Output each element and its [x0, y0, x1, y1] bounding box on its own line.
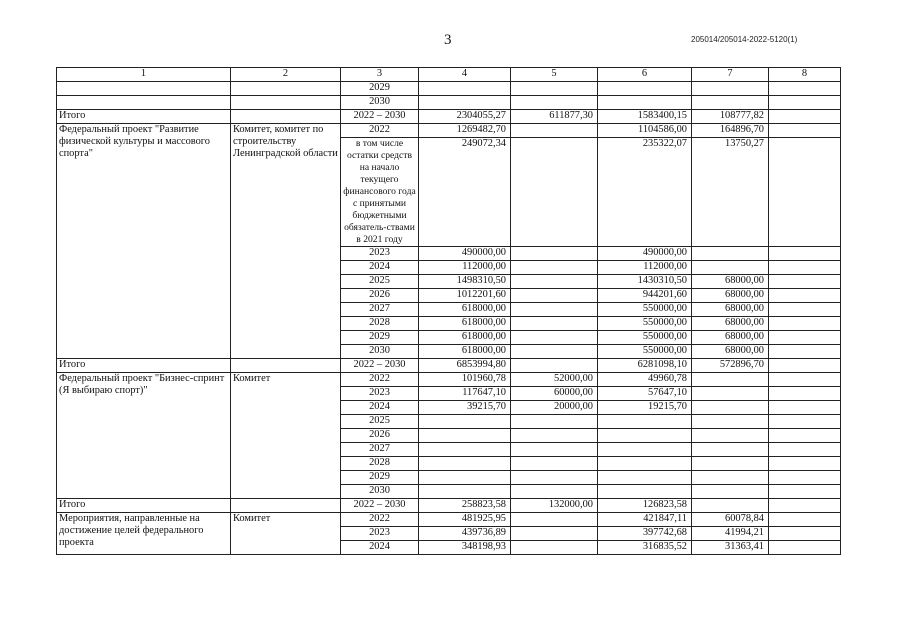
- value-cell: [769, 303, 841, 317]
- value-cell: [511, 96, 598, 110]
- table-row: [57, 124, 841, 138]
- value-cell: [419, 471, 511, 485]
- value-cell: 13750,27: [692, 138, 769, 247]
- year-cell: 2023: [341, 247, 419, 261]
- value-cell: 68000,00: [692, 317, 769, 331]
- value-cell: [511, 513, 598, 527]
- total-label: Итого: [57, 359, 231, 373]
- executor-cell: [231, 110, 341, 124]
- value-cell: [511, 345, 598, 359]
- column-number: 1: [57, 68, 231, 82]
- value-cell: [692, 247, 769, 261]
- value-cell: 126823,58: [598, 499, 692, 513]
- column-number: 3: [341, 68, 419, 82]
- value-cell: 112000,00: [598, 261, 692, 275]
- year-cell: 2024: [341, 401, 419, 415]
- value-cell: 316835,52: [598, 541, 692, 555]
- value-cell: 108777,82: [692, 110, 769, 124]
- value-cell: 249072,34: [419, 138, 511, 247]
- total-label: Итого: [57, 110, 231, 124]
- value-cell: [511, 457, 598, 471]
- project-name: Мероприятия, направленные на достижение целей федерального проекта: [57, 513, 231, 555]
- value-cell: [598, 96, 692, 110]
- value-cell: 41994,21: [692, 527, 769, 541]
- value-cell: 68000,00: [692, 345, 769, 359]
- value-cell: [769, 485, 841, 499]
- value-cell: 1583400,15: [598, 110, 692, 124]
- executor: Комитет, комитет по строительству Ленинградской области: [231, 124, 341, 359]
- column-number: 6: [598, 68, 692, 82]
- executor-cell: [231, 359, 341, 373]
- value-cell: 618000,00: [419, 331, 511, 345]
- value-cell: [511, 443, 598, 457]
- value-cell: [598, 443, 692, 457]
- value-cell: [511, 471, 598, 485]
- column-number: 5: [511, 68, 598, 82]
- name-cell: [57, 96, 231, 110]
- budget-table: [56, 67, 841, 555]
- value-cell: [419, 457, 511, 471]
- value-cell: [769, 331, 841, 345]
- value-cell: [692, 415, 769, 429]
- year-cell: 2027: [341, 303, 419, 317]
- value-cell: 2304055,27: [419, 110, 511, 124]
- value-cell: 439736,89: [419, 527, 511, 541]
- value-cell: 618000,00: [419, 345, 511, 359]
- year-cell: 2030: [341, 345, 419, 359]
- value-cell: 6281098,10: [598, 359, 692, 373]
- value-cell: [419, 429, 511, 443]
- total-row: [57, 359, 841, 373]
- value-cell: [692, 443, 769, 457]
- value-cell: [769, 345, 841, 359]
- value-cell: [769, 359, 841, 373]
- value-cell: [598, 82, 692, 96]
- value-cell: 481925,95: [419, 513, 511, 527]
- value-cell: 112000,00: [419, 261, 511, 275]
- value-cell: 60000,00: [511, 387, 598, 401]
- value-cell: 572896,70: [692, 359, 769, 373]
- value-cell: [769, 96, 841, 110]
- year-cell: 2028: [341, 317, 419, 331]
- value-cell: 68000,00: [692, 275, 769, 289]
- table-row: [57, 513, 841, 527]
- value-cell: [511, 359, 598, 373]
- value-cell: [769, 124, 841, 138]
- column-number: 8: [769, 68, 841, 82]
- value-cell: [769, 289, 841, 303]
- year-cell: 2030: [341, 96, 419, 110]
- value-cell: [769, 443, 841, 457]
- value-cell: [511, 331, 598, 345]
- value-cell: [511, 261, 598, 275]
- value-cell: [511, 289, 598, 303]
- year-cell: 2027: [341, 443, 419, 457]
- value-cell: [692, 485, 769, 499]
- table-row: [57, 82, 841, 96]
- value-cell: [692, 401, 769, 415]
- value-cell: [511, 303, 598, 317]
- value-cell: 944201,60: [598, 289, 692, 303]
- year-cell: 2022: [341, 373, 419, 387]
- table-row: [57, 373, 841, 387]
- value-cell: 132000,00: [511, 499, 598, 513]
- value-cell: 117647,10: [419, 387, 511, 401]
- value-cell: 68000,00: [692, 289, 769, 303]
- value-cell: 397742,68: [598, 527, 692, 541]
- year-cell: 2022 – 2030: [341, 110, 419, 124]
- column-number: 4: [419, 68, 511, 82]
- executor: Комитет: [231, 373, 341, 499]
- value-cell: [511, 415, 598, 429]
- year-cell: 2022 – 2030: [341, 359, 419, 373]
- value-cell: [692, 96, 769, 110]
- name-cell: [57, 82, 231, 96]
- value-cell: 490000,00: [598, 247, 692, 261]
- page-number: 3: [444, 32, 452, 48]
- value-cell: 68000,00: [692, 331, 769, 345]
- value-cell: 31363,41: [692, 541, 769, 555]
- value-cell: [419, 96, 511, 110]
- value-cell: [511, 124, 598, 138]
- table-row: [57, 96, 841, 110]
- value-cell: 1269482,70: [419, 124, 511, 138]
- executor: Комитет: [231, 513, 341, 555]
- value-cell: [769, 541, 841, 555]
- value-cell: 618000,00: [419, 303, 511, 317]
- value-cell: [511, 317, 598, 331]
- total-row: [57, 499, 841, 513]
- year-cell: 2023: [341, 387, 419, 401]
- value-cell: [769, 317, 841, 331]
- total-row: [57, 110, 841, 124]
- value-cell: 1012201,60: [419, 289, 511, 303]
- year-cell: 2024: [341, 261, 419, 275]
- value-cell: [598, 457, 692, 471]
- value-cell: [598, 415, 692, 429]
- value-cell: 490000,00: [419, 247, 511, 261]
- value-cell: 1498310,50: [419, 275, 511, 289]
- value-cell: 1104586,00: [598, 124, 692, 138]
- year-cell: 2026: [341, 429, 419, 443]
- value-cell: [769, 499, 841, 513]
- executor-cell: [231, 96, 341, 110]
- value-cell: 550000,00: [598, 317, 692, 331]
- year-cell: 2026: [341, 289, 419, 303]
- value-cell: [692, 499, 769, 513]
- value-cell: 20000,00: [511, 401, 598, 415]
- value-cell: [419, 415, 511, 429]
- value-cell: [511, 485, 598, 499]
- value-cell: [769, 429, 841, 443]
- year-cell: 2022: [341, 513, 419, 527]
- value-cell: [692, 82, 769, 96]
- value-cell: 19215,70: [598, 401, 692, 415]
- year-cell: 2030: [341, 485, 419, 499]
- executor-cell: [231, 499, 341, 513]
- value-cell: [598, 429, 692, 443]
- year-cell: 2029: [341, 471, 419, 485]
- project-name: Федеральный проект "Развитие физической культуры и массового спорта": [57, 124, 231, 359]
- value-cell: [598, 471, 692, 485]
- document-id: 205014/205014-2022-5120(1): [691, 35, 798, 44]
- value-cell: [692, 373, 769, 387]
- value-cell: 550000,00: [598, 331, 692, 345]
- value-cell: 1430310,50: [598, 275, 692, 289]
- value-cell: [769, 138, 841, 247]
- value-cell: [769, 110, 841, 124]
- value-cell: [769, 387, 841, 401]
- value-cell: [769, 401, 841, 415]
- value-cell: [419, 485, 511, 499]
- total-label: Итого: [57, 499, 231, 513]
- value-cell: [692, 429, 769, 443]
- value-cell: [511, 541, 598, 555]
- value-cell: [769, 373, 841, 387]
- value-cell: [769, 457, 841, 471]
- value-cell: [769, 513, 841, 527]
- executor-cell: [231, 82, 341, 96]
- column-number: 2: [231, 68, 341, 82]
- value-cell: 60078,84: [692, 513, 769, 527]
- value-cell: 618000,00: [419, 317, 511, 331]
- value-cell: 52000,00: [511, 373, 598, 387]
- value-cell: [511, 82, 598, 96]
- value-cell: [692, 457, 769, 471]
- year-note: в том числе остатки средств на начало текущего финансового года с принятыми бюджетными обязатель-ствами в 2021 году: [341, 138, 419, 247]
- value-cell: 550000,00: [598, 303, 692, 317]
- value-cell: [598, 485, 692, 499]
- value-cell: [769, 275, 841, 289]
- column-numbers-row: [57, 68, 841, 82]
- value-cell: [419, 82, 511, 96]
- value-cell: 6853994,80: [419, 359, 511, 373]
- project-name: Федеральный проект "Бизнес-спринт (Я выбираю спорт)": [57, 373, 231, 499]
- value-cell: [511, 138, 598, 247]
- value-cell: 348198,93: [419, 541, 511, 555]
- value-cell: [769, 82, 841, 96]
- year-cell: 2024: [341, 541, 419, 555]
- value-cell: 164896,70: [692, 124, 769, 138]
- year-cell: 2028: [341, 457, 419, 471]
- value-cell: [692, 387, 769, 401]
- value-cell: 258823,58: [419, 499, 511, 513]
- year-cell: 2022 – 2030: [341, 499, 419, 513]
- value-cell: [769, 261, 841, 275]
- value-cell: [692, 261, 769, 275]
- value-cell: 68000,00: [692, 303, 769, 317]
- value-cell: 101960,78: [419, 373, 511, 387]
- value-cell: [511, 527, 598, 541]
- value-cell: [769, 247, 841, 261]
- column-number: 7: [692, 68, 769, 82]
- value-cell: [419, 443, 511, 457]
- value-cell: [692, 471, 769, 485]
- value-cell: 235322,07: [598, 138, 692, 247]
- value-cell: 49960,78: [598, 373, 692, 387]
- value-cell: 57647,10: [598, 387, 692, 401]
- year-cell: 2029: [341, 331, 419, 345]
- year-cell: 2023: [341, 527, 419, 541]
- year-cell: 2025: [341, 415, 419, 429]
- year-cell: 2029: [341, 82, 419, 96]
- value-cell: [511, 275, 598, 289]
- value-cell: [511, 247, 598, 261]
- year-cell: 2022: [341, 124, 419, 138]
- value-cell: 421847,11: [598, 513, 692, 527]
- year-cell: 2025: [341, 275, 419, 289]
- value-cell: [769, 471, 841, 485]
- value-cell: [769, 415, 841, 429]
- value-cell: [511, 429, 598, 443]
- value-cell: 550000,00: [598, 345, 692, 359]
- value-cell: 611877,30: [511, 110, 598, 124]
- value-cell: 39215,70: [419, 401, 511, 415]
- value-cell: [769, 527, 841, 541]
